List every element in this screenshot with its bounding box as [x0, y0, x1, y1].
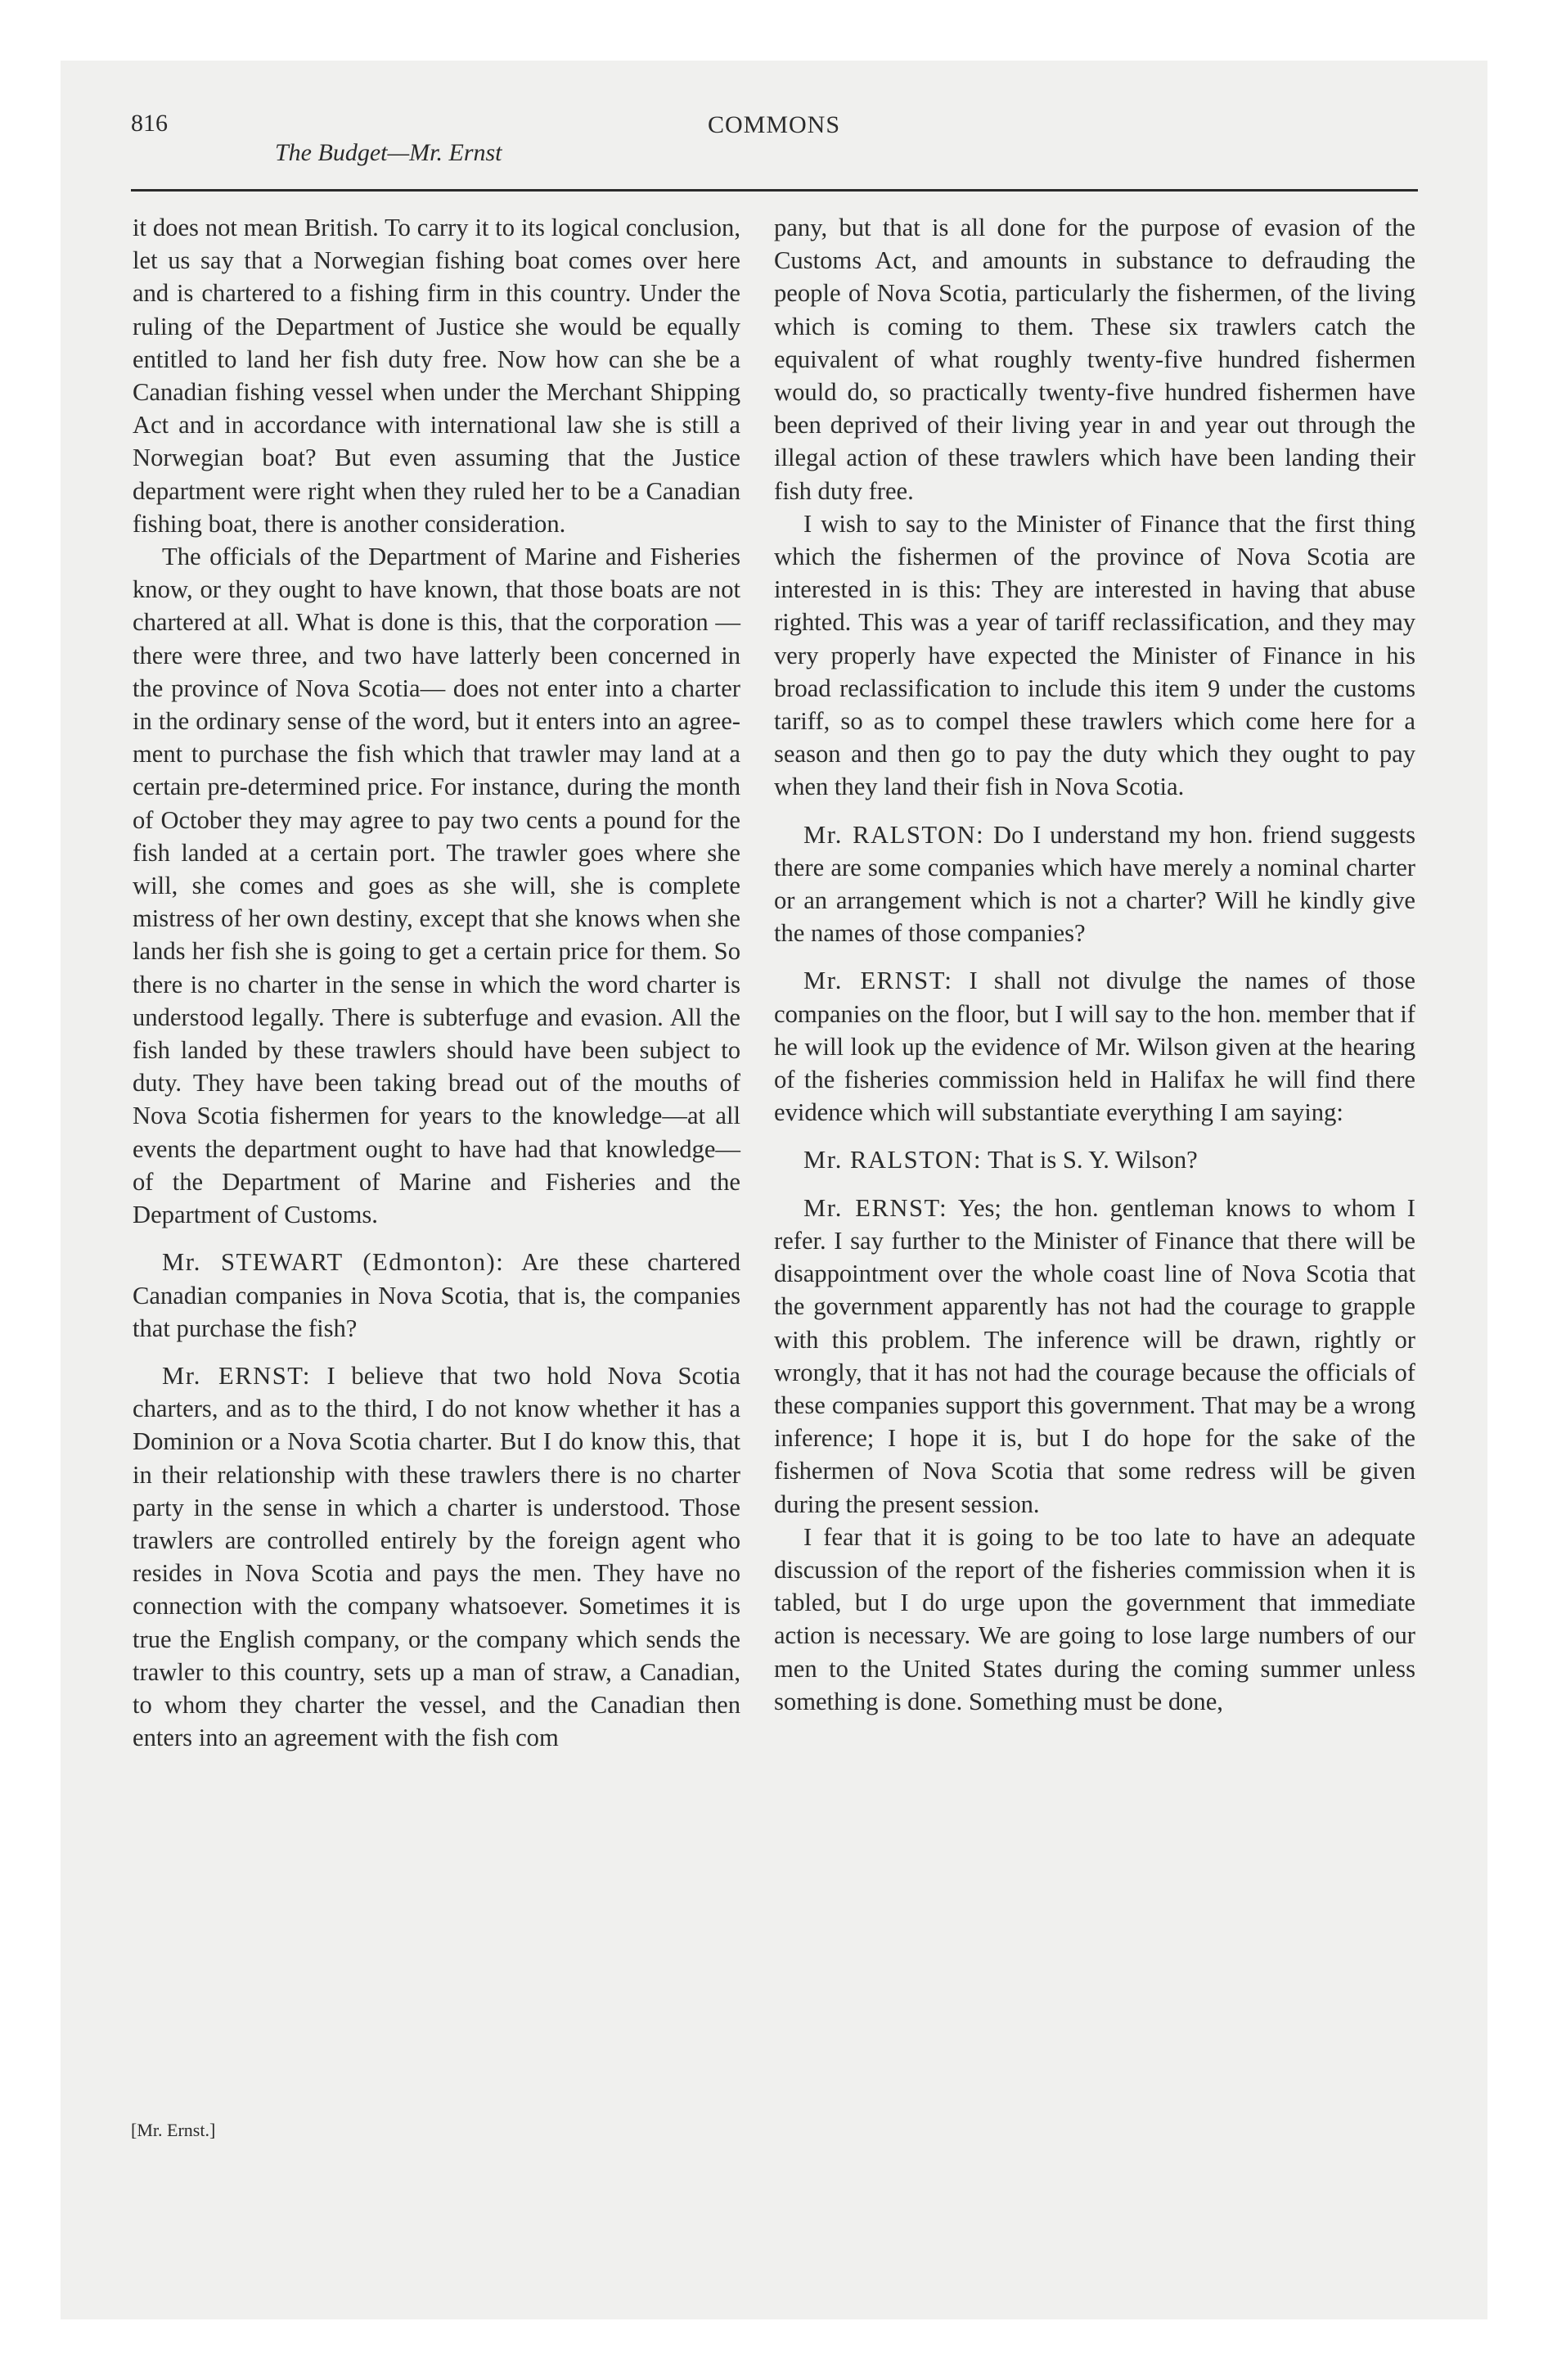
running-head: [0, 0, 1548, 196]
speaker-name: Mr. RALSTON:: [803, 820, 985, 849]
speaker-name: Mr. ERNST:: [803, 1193, 948, 1222]
paragraph: The officials of the Department of Marine and Fisheries know, or they ought to have known, that those boats are not chartered at all. What is done is this, that the corporation —there were three, and two have latterly been concerned in the province of Nova Scotia— does not enter into a charter in the ordinary sense of the word, but it enters into an agreement to purchase the fish which that trawler may land at a certain pre-determined price. For instance, during the month of October they may agree to pay two cents a pound for the fish landed at a certain port. The trawler goes where she will, she comes and goes as she will, she is complete mistress of her own destiny, except that she knows when she lands her fish she is going to get a certain price for them. So there is no charter in the sense in which the word charter is understood legally. There is subterfuge and evasion. All the fish landed by these trawlers should have been subject to duty. They have been taking bread out of the mouths of Nova Scotia fishermen for years to the knowledge—at all events the department ought to have had that knowledge—of the Department of Marine and Fisheries and the Department of Customs.: [133, 543, 740, 1229]
paragraph: it does not mean British. To carry it to its logical conclusion, let us say that a Norwegian fishing boat comes over here and is chartered to a fishing firm in this country. Under the ruling of the Department of Justice she would be equally entitled to land her fish duty free. Now how can she be a Canadian fishing vessel when under the Merchant Shipping Act and in accordance with international law she is still a Norwegian boat? But even assuming that the Justice department were right when they ruled her to be a Canadian fishing boat, there is another consideration.: [133, 214, 740, 538]
speaker-name: Mr. RALSTON:: [803, 1146, 983, 1174]
header-title: COMMONS: [707, 111, 841, 138]
speech-text: Do I understand my hon. friend suggests there are some companies which have merely a nominal charter or an arrangement which is not a charter? Will he kindly give the names of those companies?: [774, 820, 1415, 948]
speech: [133, 1359, 740, 1754]
speech: [774, 818, 1415, 950]
speech: [774, 1192, 1415, 1521]
paragraph: I fear that it is going to be too late to have an adequate discussion of the report of the fisheries commission when it is tabled, but I do urge upon the government that immediate action is necessary. We are going to lose large numbers of our men to the United States during the coming summer unless something is done. Something must be done,: [774, 1522, 1415, 1715]
footer-attribution: [Mr. Ernst.]: [131, 2120, 216, 2140]
speech: [774, 964, 1415, 1129]
speech-text: Yes; the hon. gentleman knows to whom I refer. I say further to the Minister of Finance that there will be disappointment over the whole coast line of Nova Scotia that the government apparently has not had the courage to grapple with this problem. The inference will be drawn, rightly or wrongly, that it has not had the courage because the officials of these companies support this government. That may be a wrong inference; I hope it is, but I do hope for the sake of the fishermen of Nova Scotia that some redress will be given during the present session.: [774, 1193, 1415, 1518]
speaker-name: Mr. ERNST:: [162, 1361, 311, 1390]
speech-text: I believe that two hold Nova Scotia charters, and as to the third, I do not know whether it has a Dominion or a Nova Scotia charter. But I do know this, that in their relationship with these trawlers there is no charter party in the sense in which a charter is understood. Those trawlers are controlled entirely by the foreign agent who resides in Nova Scotia and pays the men. They have no connection with the company whatsoever. Sometimes it is true the English company, or the company which sends the trawler to this country, sets up a man of straw, a Canadian, to whom they charter the vessel, and the Canadian then enters into an agreement with the fish com: [133, 1361, 740, 1752]
speaker-name: Mr. STEWART (Edmonton):: [162, 1248, 505, 1277]
speech: [774, 1143, 1415, 1176]
speech-text: That is S. Y. Wilson?: [982, 1146, 1198, 1174]
left-column: [133, 211, 740, 1754]
paragraph: I wish to say to the Minister of Finance that the first thing which the fishermen of the province of Nova Scotia are interested in is this: They are interested in having that abuse righted. This was a year of tariff reclassification, and they may very properly have expected the Minister of Finance in his broad reclassification to include this item 9 under the customs tariff, so as to compel these trawlers which come here for a season and then go to pay the duty which they ought to pay when they land their fish in Nova Scotia.: [774, 509, 1415, 801]
speech-text: I shall not divulge the names of those companies on the floor, but I will say to the hon. member that if he will look up the evidence of Mr. Wilson given at the hearing of the fisheries commission held in Halifax he will find there evidence which will substantiate everything I am saying:: [774, 967, 1415, 1127]
speaker-name: Mr. ERNST:: [803, 967, 953, 995]
header-rule: [131, 189, 1418, 192]
page-number: 816: [131, 110, 168, 137]
speech: [133, 1246, 740, 1345]
speech-text: Are these chartered Canadian companies in Nova Scotia, that is, the companies that purchase the fish?: [133, 1248, 741, 1342]
paragraph: pany, but that is all done for the purpose of evasion of the Customs Act, and amounts in substance to defrauding the people of Nova Scotia, particularly the fishermen, of the living which is coming to them. These six trawlers catch the equivalent of what roughly twenty-five hundred fishermen would do, so practically twenty-five hundred fishermen have been deprived of their living year in and year out through the illegal action of these trawlers which have been landing their fish duty free.: [774, 214, 1415, 505]
right-column: [774, 211, 1415, 1718]
header-subtitle: The Budget—Mr. Ernst: [275, 139, 502, 166]
